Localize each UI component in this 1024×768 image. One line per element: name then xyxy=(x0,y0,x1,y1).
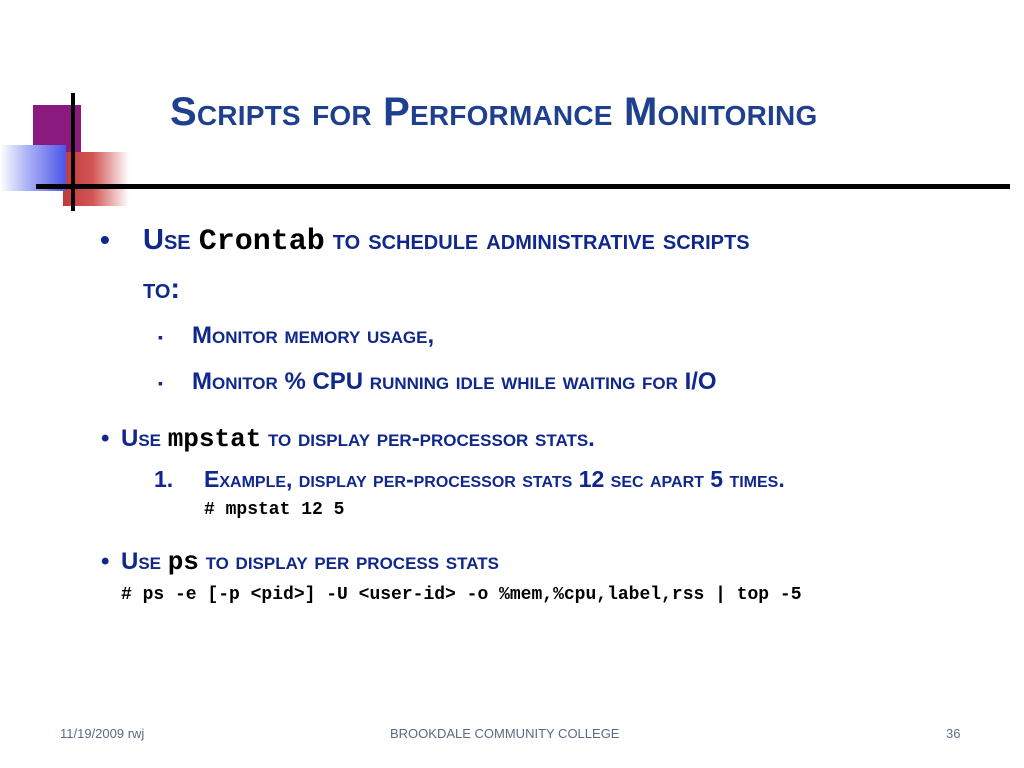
example-text: Example, display per-processor stats 12 sec apart 5 times. xyxy=(204,466,785,492)
monitor-memory-text: Monitor memory usage, xyxy=(192,322,435,349)
monitor-cpu-text: Monitor % CPU running idle while waiting for I/O xyxy=(192,368,717,395)
ps-command-line: # ps -e [-p <pid>] -U <user-id> -o %mem,%cpu,label,rss | top -5 xyxy=(121,585,802,605)
bullet-mpstat: • xyxy=(101,425,110,452)
title-divider-line xyxy=(36,184,1010,189)
mpstat-prefix: Use xyxy=(121,425,168,452)
bullet-mpstat-text xyxy=(121,423,595,455)
crontab-prefix: Use xyxy=(143,224,199,256)
crontab-command: Crontab xyxy=(198,225,325,259)
sub-bullet-memory: ▪ xyxy=(158,329,163,345)
sub-bullet-cpu: ▪ xyxy=(158,375,163,391)
crontab-suffix: to schedule administrative scripts xyxy=(324,224,750,256)
ps-suffix: to display per process stats xyxy=(198,548,499,575)
slide-title: Scripts for Performance Monitoring xyxy=(170,90,818,134)
bullet-ps: • xyxy=(101,548,110,575)
mpstat-suffix: to display per-processor stats. xyxy=(261,425,595,452)
footer-organization: BROOKDALE COMMUNITY COLLEGE xyxy=(390,726,620,741)
bullet-crontab: • xyxy=(100,224,110,255)
bullet-crontab-text xyxy=(143,222,750,260)
ps-command: ps xyxy=(167,547,199,577)
footer-page-number: 36 xyxy=(946,726,961,741)
example-number: 1. xyxy=(154,466,174,492)
ps-prefix: Use xyxy=(121,548,168,575)
example-command: # mpstat 12 5 xyxy=(204,500,345,520)
bullet-ps-text xyxy=(121,546,499,578)
footer-date: 11/19/2009 rwj xyxy=(60,726,145,741)
mpstat-command: mpstat xyxy=(167,424,262,454)
crontab-continuation: to: xyxy=(143,273,181,305)
decorative-vertical-line xyxy=(71,93,75,211)
